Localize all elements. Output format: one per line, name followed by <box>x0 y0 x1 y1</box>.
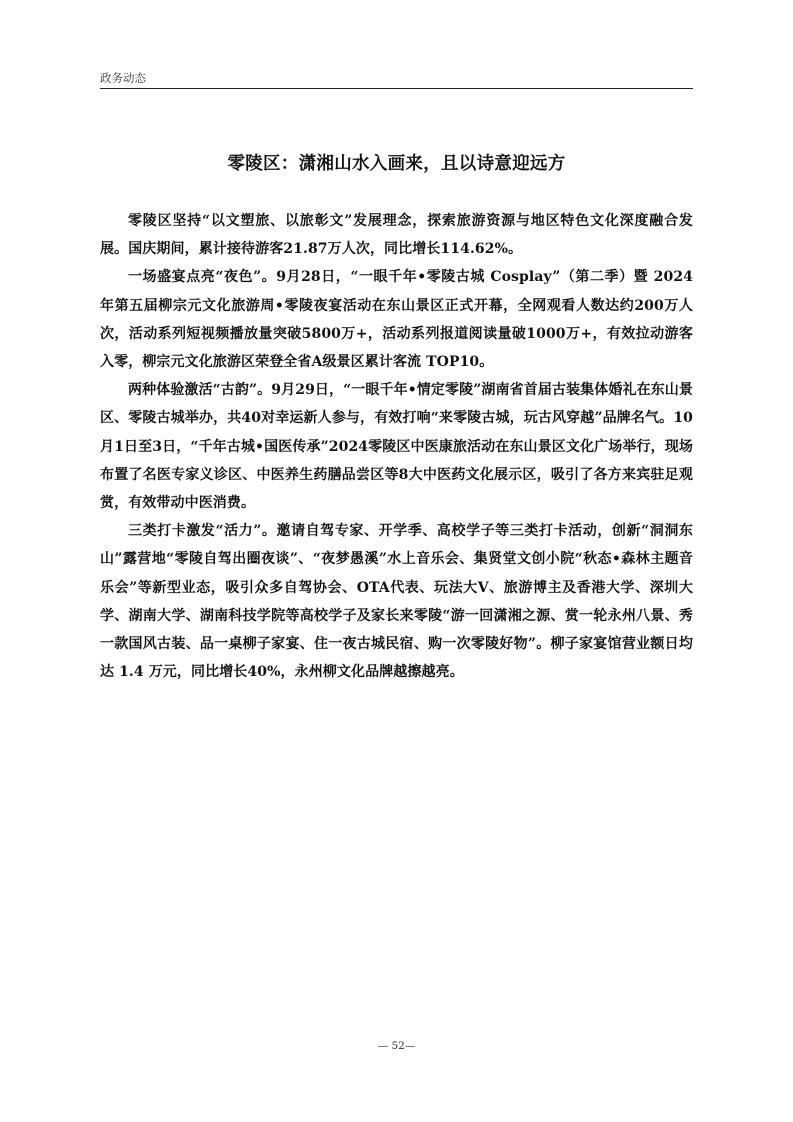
article-title: 零陵区：潇湘山水入画来，且以诗意迎远方 <box>227 154 566 174</box>
article-paragraph: 三类打卡激发“活力”。邀请自驾专家、开学季、高校学子等三类打卡活动，创新“洞洞东山”露营地“零陵自驾出圈夜谈”、“夜梦愚溪”水上音乐会、集贤堂文创小院“秋态•森林主题音乐会”等新型业态，吸引众多自驾协会、OTA代表、玩法大V、旅游博主及香港大学、深圳大学、湖南大学、湖南科技学院等高校学子及家长来零陵“游一回潇湘之源、赏一轮永州八景、秀一款国风古装、品一桌柳子家宴、住一夜古城民宿、购一次零陵好物”。柳子家宴馆营业额日均达 1.4 万元，同比增长40%，永州柳文化品牌越擦越亮。 <box>100 523 693 681</box>
page-number: — 52— <box>377 1040 416 1052</box>
page-header <box>100 68 693 89</box>
article-paragraph: 一场盛宴点亮“夜色”。9月28日，“一眼千年•零陵古城 Cosplay”（第二季）暨 2024 年第五届柳宗元文化旅游周•零陵夜宴活动在东山景区正式开幕，全网观看人数达约200万人次，活动系列短视频播放量突破5800万+，活动系列报道阅读量破1000万+，有效拉动游客入零，柳宗元文化旅游区荣登全省A级景区累计客流 TOP10。 <box>100 269 693 371</box>
article-paragraph: 两种体验激活“古韵”。9月29日，“一眼千年•情定零陵”湖南省首届古装集体婚礼在东山景区、零陵古城举办，共40对幸运新人参与，有效打响“来零陵古城，玩古风穿越”品牌名气。10月1日至3日，“千年古城•国医传承”2024零陵区中医康旅活动在东山景区文化广场举行，现场布置了名医专家义诊区、中医养生药膳品尝区等8大中医药文化展示区，吸引了各方来宾驻足观赏，有效带动中医消费。 <box>100 382 693 512</box>
header-section-label: 政务动态 <box>100 71 146 85</box>
article-body <box>100 207 693 686</box>
article-paragraph: 零陵区坚持“以文塑旅、以旅彰文”发展理念，探索旅游资源与地区特色文化深度融合发展。国庆期间，累计接待游客21.87万人次，同比增长114.62%。 <box>100 213 693 258</box>
